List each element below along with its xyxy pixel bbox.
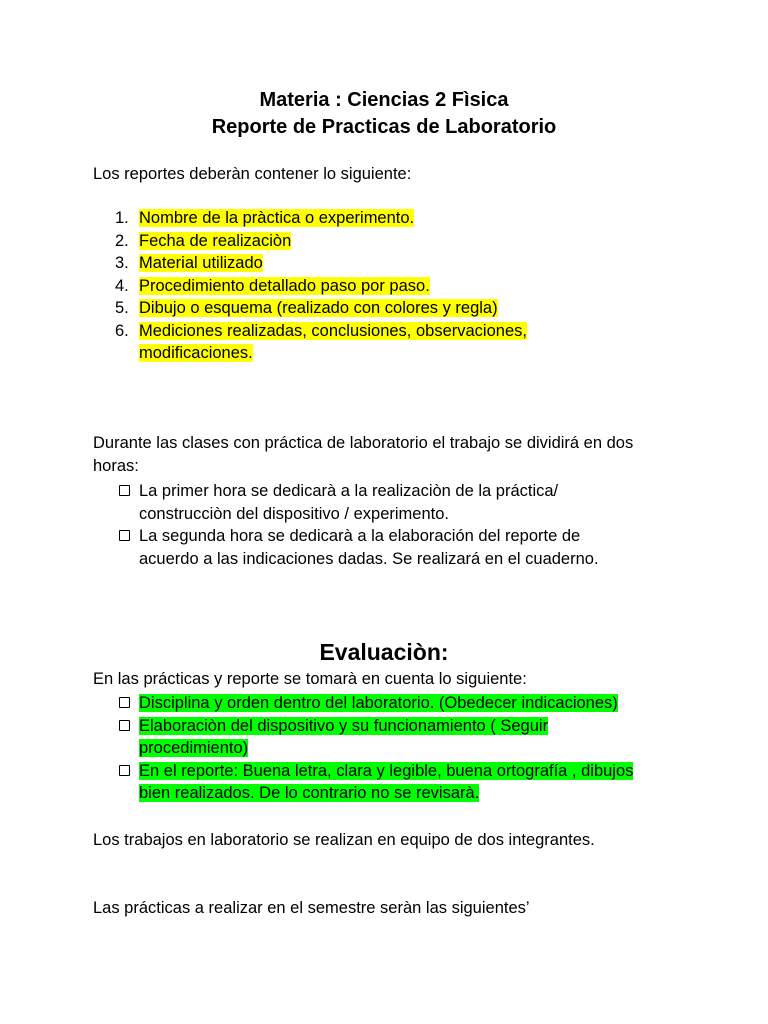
list-number: 1. — [115, 209, 129, 227]
list-item-text: La segunda hora se dedicarà a la elaboración del reporte de acuerdo a las indicaciones dadas. Se realizará en el cuaderno. — [139, 527, 599, 568]
evaluation-list — [118, 692, 678, 805]
list-item — [115, 275, 675, 298]
list-item — [118, 480, 638, 525]
evaluation-heading: Evaluaciòn: — [319, 639, 449, 665]
class-hours-list — [118, 480, 638, 570]
list-item — [118, 692, 678, 715]
list-item — [118, 525, 638, 570]
list-item — [115, 297, 675, 320]
list-item-text: Procedimiento detallado paso por paso. — [139, 276, 430, 295]
list-item — [118, 760, 649, 805]
checkbox-icon — [119, 765, 130, 776]
checkbox-icon — [119, 485, 130, 496]
list-item-text: Dibujo o esquema (realizado con colores y regla) — [139, 299, 498, 317]
list-number: 4. — [115, 276, 129, 295]
list-item-label: Elaboraciòn del dispositivo y su funcionamiento ( Seguir procedimiento) — [139, 716, 549, 757]
report-title: Reporte de Practicas de Laboratorio — [211, 116, 557, 138]
list-item — [115, 207, 675, 230]
list-item — [118, 715, 609, 760]
list-item-text: Material utilizado — [139, 254, 263, 272]
list-item-text — [139, 717, 548, 758]
checkbox-icon — [119, 530, 130, 541]
list-item-text: Fecha de realizaciòn — [139, 231, 292, 250]
list-item-text: Nombre de la pràctica o experimento. — [139, 209, 415, 227]
list-item-text: La primer hora se dedicarà a la realizaciòn de la práctica/ construcciòn del dispositivo / experimento. — [139, 482, 559, 523]
evaluation-intro: En las prácticas y reporte se tomarà en cuenta lo siguiente: — [93, 670, 527, 688]
checkbox-icon — [119, 720, 130, 731]
list-item — [115, 320, 579, 365]
classes-text: Durante las clases con práctica de laboratorio el trabajo se dividirá en dos horas: — [93, 434, 634, 475]
list-number: 3. — [115, 254, 129, 272]
list-number: 2. — [115, 231, 129, 250]
list-item-text — [139, 762, 633, 803]
list-item-text: Mediciones realizadas, conclusiones, observaciones, modificaciones. — [139, 321, 527, 362]
list-item-text — [139, 694, 618, 712]
checkbox-icon — [119, 697, 130, 708]
teams-text: Los trabajos en laboratorio se realizan en equipo de dos integrantes. — [93, 831, 595, 849]
list-item — [115, 230, 675, 253]
list-number: 5. — [115, 299, 129, 317]
list-item — [115, 252, 675, 275]
subject-title: Materia : Ciencias 2 Fìsica — [259, 89, 509, 111]
practices-text: Las prácticas a realizar en el semestre seràn las siguientes’ — [93, 899, 530, 917]
requirements-list — [115, 207, 675, 365]
list-number: 6. — [115, 321, 129, 340]
list-item-label: Disciplina y orden dentro del laboratorio. (Obedecer indicaciones) — [139, 694, 618, 712]
list-item-label: En el reporte: Buena letra, clara y legible, buena ortografía , dibujos bien realizados. De lo contrario no se revisarà. — [139, 761, 634, 802]
intro-text: Los reportes deberàn contener lo siguiente: — [93, 165, 412, 183]
